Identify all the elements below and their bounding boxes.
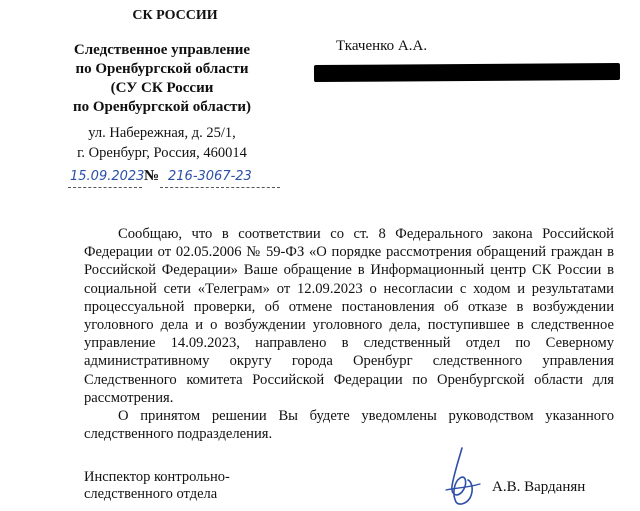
reference-number: 216-3067-23 xyxy=(168,169,252,184)
body-paragraph: Сообщаю, что в соответствии со ст. 8 Федерального закона Российской Федерации от 02.05.2006 № 59-ФЗ «О порядке рассмотрения обращений граждан в Российской Федерации» Ваше обращение в Информационный центр СК России в социальной сети «Телеграм» от 12.09.2023 о несогласии с ходом и результатами процессуальной проверки, об отмене постановления об отказе в возбуждении уголовного дела и о возбуждении уголовного дела, поступившее в следственное управление 14.09.2023, направлено в следственный отдел по Северному административному округу города Оренбург следственного управления Следственного комитета Российской Федерации по Оренбургской области для рассмотрения. xyxy=(84,226,614,406)
reference-underline xyxy=(68,187,142,188)
letter-body xyxy=(84,225,614,443)
position-line: следственного отдела xyxy=(84,486,218,502)
department-line: (СУ СК России xyxy=(110,80,214,96)
department-name xyxy=(42,41,282,117)
address-line: г. Оренбург, Россия, 460014 xyxy=(77,145,247,161)
department-line: Следственное управление xyxy=(73,42,251,58)
signatory-position xyxy=(84,469,230,503)
department-line: по Оренбургской области xyxy=(75,61,249,77)
handwritten-signature xyxy=(432,444,492,510)
recipient-address-redaction xyxy=(314,63,620,82)
department-line: по Оренбургской области) xyxy=(73,99,251,115)
recipient-name: Ткаченко А.А. xyxy=(336,38,428,54)
agency-title: СК РОССИИ xyxy=(132,8,218,23)
position-line: Инспектор контрольно- xyxy=(84,469,230,485)
reference-line xyxy=(68,168,288,190)
address-line: ул. Набережная, д. 25/1, xyxy=(88,125,236,141)
reference-number-sign: № xyxy=(144,168,160,184)
department-address xyxy=(42,123,282,163)
body-paragraph: О принятом решении Вы будете уведомлены руководством указанного следственного подразделения. xyxy=(84,408,614,443)
signatory-name: А.В. Варданян xyxy=(492,479,586,495)
reference-date: 15.09.2023 xyxy=(70,169,145,184)
reference-underline xyxy=(160,187,280,188)
signature-stroke xyxy=(452,448,472,504)
